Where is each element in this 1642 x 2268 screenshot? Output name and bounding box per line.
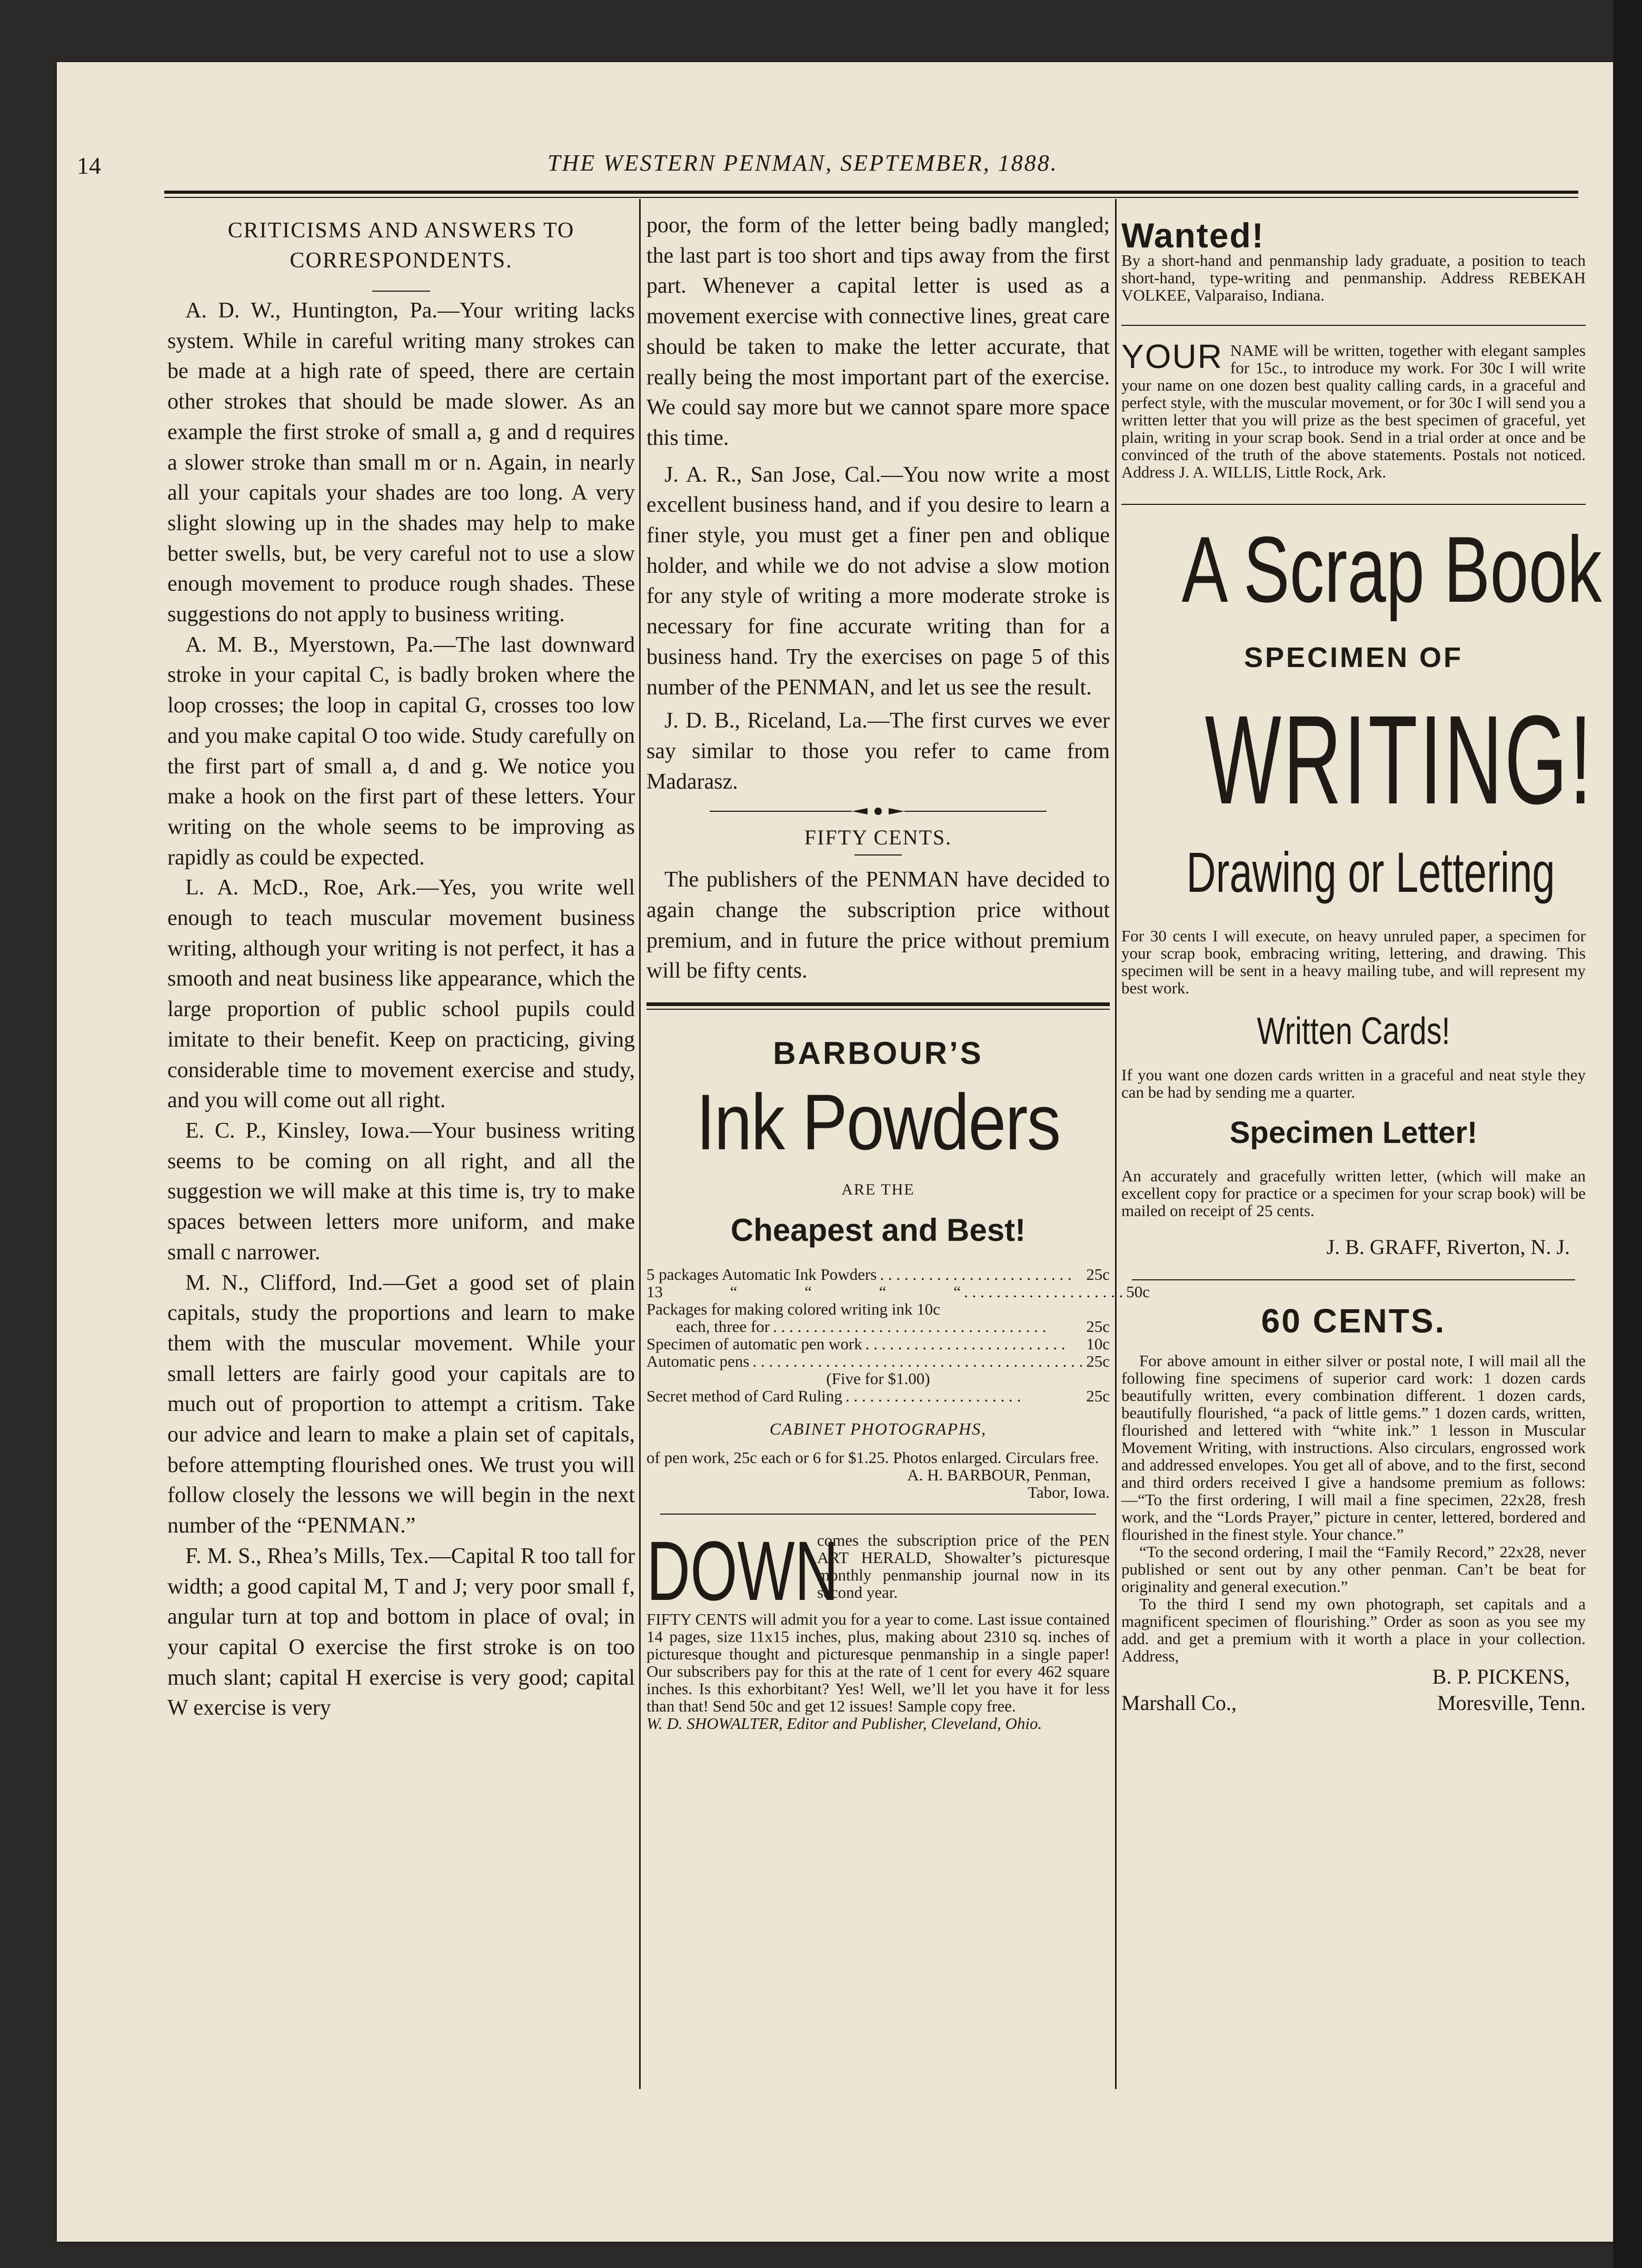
column-divider-2 — [1115, 199, 1117, 2089]
down-signoff: W. D. SHOWALTER, Editor and Publisher, Cleveland, Ohio. — [646, 1714, 1042, 1733]
column-divider-1 — [639, 199, 641, 2089]
section-rule — [1132, 1279, 1575, 1280]
barbour-signature: A. H. BARBOUR, Penman, — [907, 1466, 1091, 1485]
section-rule-thin — [646, 1009, 1110, 1010]
answer-paragraph: J. D. B., Riceland, La.—The first curves we ever say similar to those you refer to came from Madarasz. — [646, 709, 1110, 794]
header-rule-thick — [164, 191, 1578, 194]
section-rule — [1121, 325, 1586, 326]
pickens-town: Moresville, Tenn. — [1437, 1691, 1586, 1715]
wanted-advert — [1121, 217, 1586, 304]
price-row: Specimen of automatic pen work . . . . . . . . . . . . . . . . . . . . . . . . . 10c — [646, 1335, 1110, 1354]
cheapest-best-tagline: Cheapest and Best! — [730, 1212, 1026, 1248]
header-rule-thin — [164, 197, 1578, 198]
page-number: 14 — [77, 152, 101, 179]
price-row: Secret method of Card Ruling . . . . . . . . . . . . . . . . . . . . . . 25c — [646, 1387, 1110, 1406]
answer-paragraph: F. M. S., Rhea’s Mills, Tex.—Capital R too tall for width; a good capital M, T and J; very poor small f, angular turn at top and bottom in place of oval; in your capital O exercise the first stroke is on too much slant; capital H exercise is very good; capital W exercise is very — [167, 1544, 635, 1720]
scrap-book-title: A Scrap Book — [1181, 517, 1602, 622]
column-middle — [646, 211, 1150, 1733]
price-row: (Five for $1.00) — [826, 1369, 930, 1388]
down-title: DOWN — [646, 1524, 839, 1618]
wanted-text: By a short-hand and penmanship lady graduate, a position to teach short-hand, type-writing and penmanship. Address REBEKAH VOLKEE, Valparaiso, Indiana. — [1121, 251, 1586, 304]
ink-powders-title: Ink Powders — [696, 1078, 1060, 1167]
sixty-cents-title: 60 CENTS. — [1261, 1302, 1446, 1340]
answer-paragraph: J. A. R., San Jose, Cal.—You now write a most excellent business hand, and if you desire to learn a finer style, you must get a finer pen and oblique holder, and while we do not advise a slow motion for any style of writing a more moderate stroke is necessary for fine accurate writing than for a business hand. Try the exercises on page 5 of this number of the PENMAN, and let us see the result. — [646, 462, 1110, 700]
pickens-advert — [1121, 1301, 1586, 1715]
answer-paragraph: L. A. McD., Roe, Ark.—Yes, you write well enough to teach muscular movement business writing, although your writing is not perfect, it has a smooth and neat business like appearance, which the large proportion of public school pupils could imitate to their benefit. Keep on practicing, giving considerable time to movement exercise and study, and you will come out all right. — [167, 876, 635, 1113]
price-row: Automatic pens . . . . . . . . . . . . . . . . . . . . . . . . . . . . . . . . . . . . . . . . . 25c — [646, 1352, 1110, 1371]
are-the-label: ARE THE — [841, 1181, 915, 1199]
graff-advert — [1121, 517, 1602, 1260]
section-rule — [660, 1514, 1096, 1515]
down-side-text: comes the subscription price of the PEN ART HERALD, Showalter’s picturesque monthly penmanship journal now in its second year. — [817, 1531, 1110, 1602]
price-list — [646, 1265, 1150, 1406]
heading-rule — [854, 854, 902, 856]
answer-paragraph: E. C. P., Kinsley, Iowa.—Your business writing seems to be coming on all right, and all the suggestion we will make at this time is, try to make spaces between letters more uniform, and make small c narrower. — [167, 1118, 635, 1265]
down-advert — [646, 1524, 1110, 1733]
drawing-lettering-title: Drawing or Lettering — [1186, 840, 1555, 904]
pickens-text-3: To the third I send my own photograph, set capitals and a magnificent specimen of flourishing.” Order as soon as you see my add. and get a premium with it worth a place in your collection. Address, — [1121, 1595, 1586, 1665]
graff-text-1: For 30 cents I will execute, on heavy unruled paper, a specimen for your scrap book, embracing writing, lettering, and drawing. This specimen will be sent in a heavy mailing tube, and will represent my best work. — [1121, 927, 1586, 997]
your-lead-word: YOUR — [1121, 337, 1223, 375]
down-body: FIFTY CENTS will admit you for a year to come. Last issue contained 14 pages, size 11x15 inches, plus, making about 2310 sq. inches of picturesque thought and picturesque penmanship in a single paper! Our subscribers pay for this at the rate of 1 cent for every 462 square inches. Is this exhorbitant? Yes! Well, we’ll let you have it for less than that! Send 50c and get 12 issues! Sample copy free. — [646, 1610, 1110, 1716]
barbour-name: BARBOUR’S — [773, 1036, 983, 1071]
answer-paragraph: A. M. B., Myerstown, Pa.—The last downward stroke in your capital C, is badly broken where the loop crosses; the loop in capital G, crosses too low and you make capital O too wide. Study carefully on the first part of small a, d and g. We notice you make a hook on the first part of these letters. Your writing on the whole seems to be improving as rapidly as could be expected. — [167, 632, 635, 870]
cabinet-text: of pen work, 25c each or 6 for $1.25. Photos enlarged. Circulars free. — [646, 1448, 1099, 1467]
price-row: 13 “ “ “ “ . . . . . . . . . . . . . . . . . . . . 50c — [646, 1282, 1150, 1301]
masthead-title: THE WESTERN PENMAN, SEPTEMBER, 1888. — [548, 150, 1058, 176]
scan-edge — [1613, 0, 1642, 2268]
specimen-of-label: SPECIMEN OF — [1243, 642, 1464, 673]
answer-paragraph: M. N., Clifford, Ind.—Get a good set of plain capitals, study the proportions and learn to make them with the muscular movement. While your small letters are fairly good your capitals are to much out of proportion to attempt a critism. Take our advice and learn to make a plain set of capitals, before attempting flourished ones. We trust you will follow closely the lessons we will begin in the next number of the “PENMAN.” — [167, 1270, 635, 1538]
answer-paragraph: poor, the form of the letter being badly mangled; the last part is too short and tips away from the first part. Whenever a capital letter is used as a movement exercise with connective lines, great care should be taken to make the letter accurate, that really being the most important part of the exercise. We could say more but we cannot spare more space this time. — [646, 213, 1110, 450]
wanted-title: Wanted! — [1121, 216, 1265, 255]
pickens-name: B. P. PICKENS, — [1432, 1665, 1570, 1688]
fifty-cents-text: The publishers of the PENMAN have decided to again change the subscription price without premium, and in future the price without premium will be fifty cents. — [646, 868, 1110, 983]
graff-text-3: An accurately and gracefully written letter, (which will make an excellent copy for practice or a specimen for your scrap book) will be mailed on receipt of 25 cents. — [1121, 1167, 1586, 1220]
pickens-county: Marshall Co., — [1121, 1691, 1237, 1715]
your-name-advert — [1121, 337, 1586, 481]
writing-title: WRITING! — [1205, 689, 1594, 830]
pickens-text-2: “To the second ordering, I mail the “Family Record,” 22x28, never published or sent out by any other penman. Can’t be beat for originality and general execution.” — [1121, 1543, 1586, 1596]
specimen-letter-title: Specimen Letter! — [1229, 1116, 1478, 1150]
pickens-address — [1121, 1691, 1586, 1715]
heading-rule — [372, 291, 430, 292]
price-row: each, three for . . . . . . . . . . . . . . . . . . . . . . . . . . . . . . . . . . 25c — [676, 1317, 1110, 1336]
answer-paragraph: A. D. W., Huntington, Pa.—Your writing lacks system. While in careful writing many strokes can be made at a high rate of speed, there are certain other strokes that should be made slower. As an example the first stroke of small a, g and d requires a slower stroke than small m or n. Again, in nearly all your capitals your shades are too long. A very slight slowing up in the shades may help to make better swells, but, be very careful not to use a slow enough movement to produce rough shades. These suggestions do not apply to business writing. — [167, 299, 635, 627]
section-rule — [1121, 504, 1586, 505]
criticisms-heading: CRITICISMS AND ANSWERS TO CORRESPONDENTS. — [227, 218, 575, 273]
fifty-cents-heading: FIFTY CENTS. — [804, 825, 952, 850]
pickens-text: For above amount in either silver or postal note, I will mail all the following fine specimens of superior card work: 1 dozen cards beautifully written, every combination different. 1 dozen cards, beautifully flourished, “a pack of little gems.” 1 dozen cards, written, flourished and lettered with “white ink.” 1 lesson in Muscular Movement Writing, with instructions. Also circulars, engrossed work and addressed envelopes. You get all of above, and to the first, second and third orders received I give a handsome premium as follows:—“To the first ordering, I will mail a fine specimen, 22x28, fresh work, and the “Lords Prayer,” picture in center, lettered, bordered and flourished in the finest style. Your chance.” — [1121, 1351, 1586, 1544]
section-rule-thick — [646, 1002, 1110, 1006]
graff-signature: J. B. GRAFF, Riverton, N. J. — [1326, 1235, 1570, 1259]
barbour-advert — [646, 1035, 1150, 1502]
price-row: Packages for making colored writing ink 10c — [646, 1300, 940, 1319]
barbour-location: Tabor, Iowa. — [1028, 1483, 1110, 1502]
graff-text-2: If you want one dozen cards written in a graceful and neat style they can be had by sending me a quarter. — [1121, 1066, 1586, 1101]
column-criticisms — [167, 211, 635, 1724]
your-name-text: NAME will be written, together with elegant samples for 15c., to introduce my work. For 30c I will write your name on one dozen best quality calling cards, in a graceful and perfect style, with the muscular movement, or for 30c I will send you a written letter that you will prize as the best specimen of graceful, yet plain, writing in your scrap book. Send in a trial order at once and be convinced of the truth of the above statements. Postals not noticed. Address J. A. WILLIS, Little Rock, Ark. — [1121, 341, 1586, 481]
cabinet-photographs-heading: CABINET PHOTOGRAPHS, — [769, 1419, 987, 1439]
written-cards-title: Written Cards! — [1257, 1010, 1450, 1052]
ornament-divider — [646, 801, 1110, 822]
column-adverts — [1121, 211, 1602, 1715]
ornament-icon — [710, 806, 1047, 817]
price-row: 5 packages Automatic Ink Powders . . . . . . . . . . . . . . . . . . . . . . . . 25c — [646, 1265, 1110, 1284]
